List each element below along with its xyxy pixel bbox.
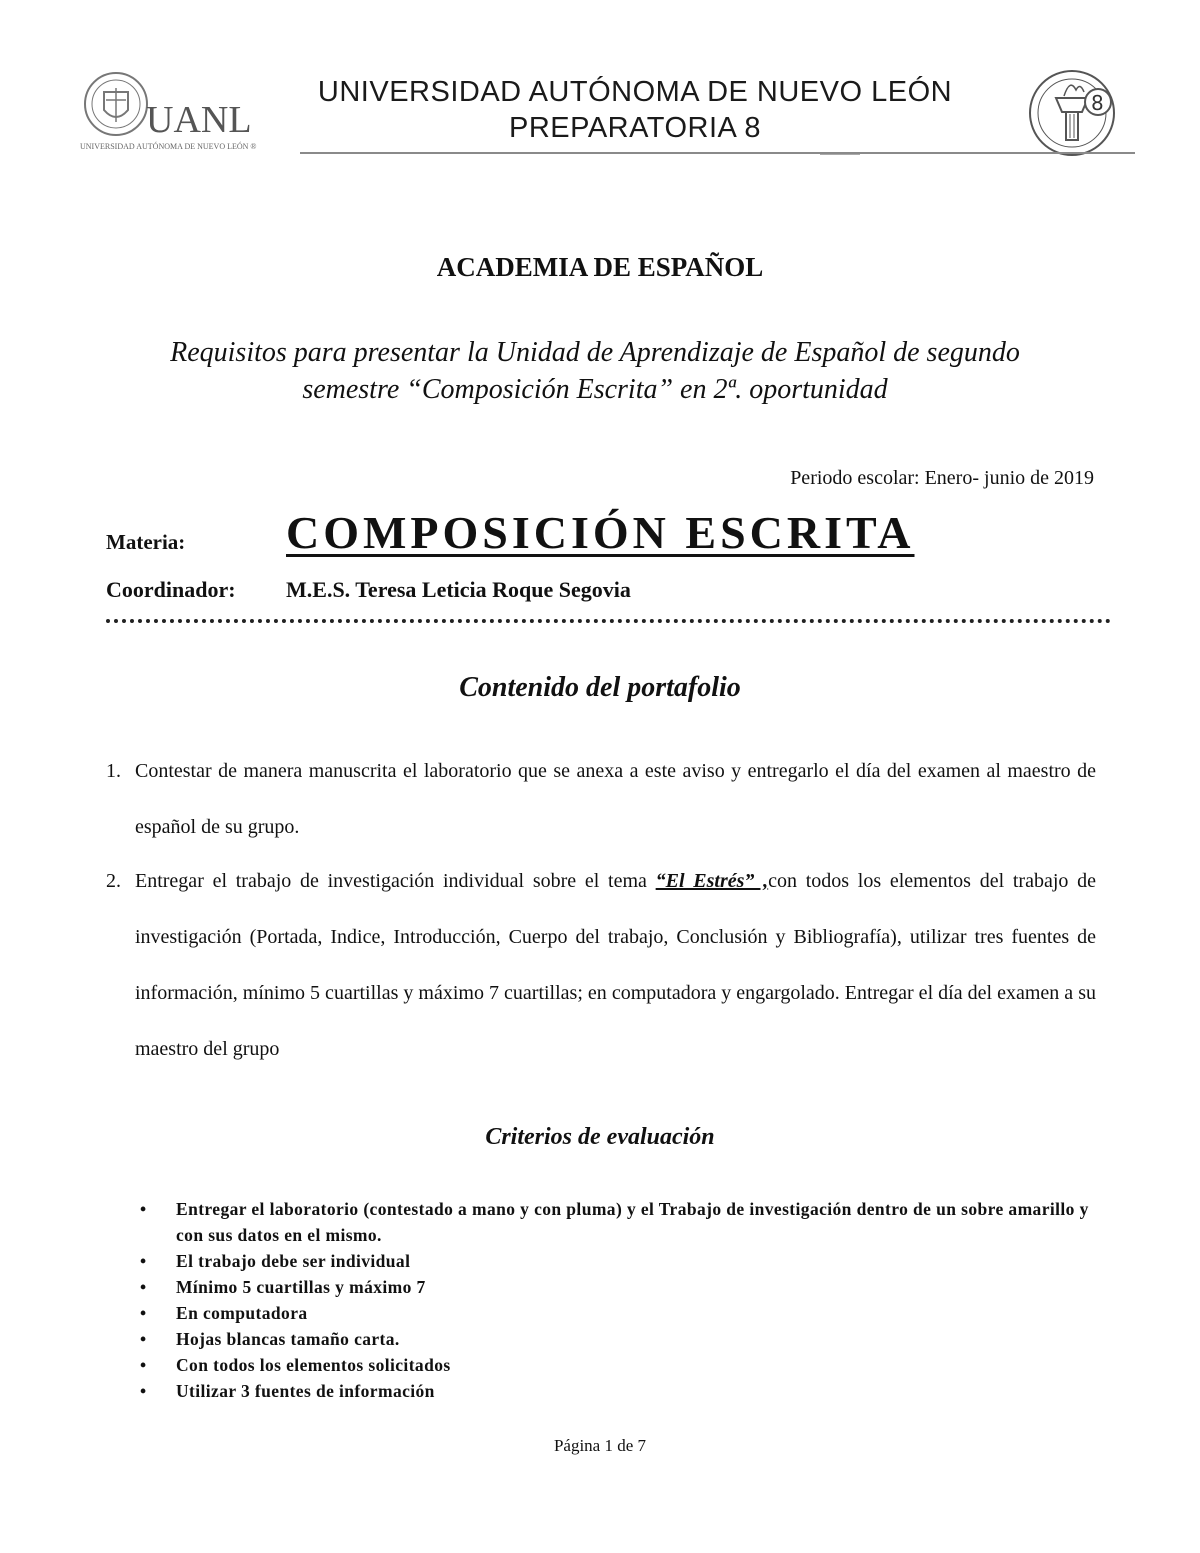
bullet-icon: •: [140, 1329, 147, 1349]
requisitos-subtitle: [90, 334, 1100, 408]
criterio-text: En computadora: [176, 1303, 308, 1323]
bullet-icon: •: [140, 1277, 147, 1297]
criterios-title: Criterios de evaluación: [485, 1124, 715, 1150]
criterio-item: [140, 1352, 1100, 1378]
prepa8-logo: [1026, 68, 1122, 158]
list-item: [106, 853, 1096, 1077]
academia-title: ACADEMIA DE ESPAÑOL: [436, 252, 764, 282]
criterio-item: [140, 1248, 1100, 1274]
list-item-number: 2.: [106, 870, 121, 892]
page-number: Página 1 de 7: [553, 1436, 647, 1455]
criterio-text: Con todos los elementos solicitados: [176, 1355, 451, 1375]
uanl-logo-caption: UNIVERSIDAD AUTÓNOMA DE NUEVO LEÓN ®: [80, 142, 257, 151]
contenido-title: Contenido del portafolio: [459, 672, 741, 703]
list-item-text: [135, 853, 1096, 1077]
list-item: [106, 743, 1096, 855]
topic-el-estres: “El Estrés” ,: [655, 870, 769, 892]
criterio-text: Hojas blancas tamaño carta.: [176, 1329, 400, 1349]
prepa8-logo-number: 8: [1091, 91, 1104, 115]
criterio-item: [140, 1300, 1100, 1326]
header-prepa: PREPARATORIA 8: [509, 112, 761, 144]
bullet-icon: •: [140, 1381, 147, 1401]
header-divider-accent: [820, 154, 860, 155]
criterio-item: [140, 1196, 1100, 1248]
coordinador-label: Coordinador:: [106, 577, 236, 602]
header-university: UNIVERSIDAD AUTÓNOMA DE NUEVO LEÓN: [317, 76, 953, 108]
bullet-icon: •: [140, 1355, 147, 1375]
requisitos-line-2: semestre “Composición Escrita” en 2ª. oportunidad: [302, 374, 888, 405]
uanl-logo-text: UANL: [146, 99, 252, 141]
list-item-text-after: con todos los elementos del trabajo de investigación (Portada, Indice, Introducción, Cuerpo del trabajo, Conclusión y Bibliografía), utilizar tres fuentes de información, mínimo 5 cuartillas y máximo 7 cuartillas; en computadora y engargolado. Entregar el día del examen a su maestro del grupo: [135, 870, 1096, 1060]
criterio-text: Entregar el laboratorio (contestado a mano y con pluma) y el Trabajo de investigación dentro de un sobre amarillo y con sus datos en el mismo.: [176, 1199, 1089, 1245]
materia-label: Materia:: [106, 530, 186, 554]
materia-value: COMPOSICIÓN ESCRITA: [286, 507, 915, 558]
requisitos-line-1: Requisitos para presentar la Unidad de Aprendizaje de Español de segundo: [170, 337, 1020, 368]
bullet-icon: •: [140, 1251, 147, 1271]
list-item-number: 1.: [106, 760, 121, 782]
criterio-text: El trabajo debe ser individual: [176, 1251, 411, 1271]
criterio-text: Utilizar 3 fuentes de información: [176, 1381, 435, 1401]
coordinador-value: M.E.S. Teresa Leticia Roque Segovia: [286, 577, 631, 602]
bullet-icon: •: [140, 1199, 147, 1219]
list-item-text: Contestar de manera manuscrita el laboratorio que se anexa a este aviso y entregarlo el día del examen al maestro de español de su grupo.: [135, 760, 1096, 838]
list-item-text-before: Entregar el trabajo de investigación individual sobre el tema: [135, 870, 656, 892]
periodo-escolar: Periodo escolar: Enero- junio de 2019: [790, 467, 1094, 489]
header-divider: [300, 152, 1135, 154]
criterios-list: [140, 1196, 1100, 1404]
dotted-divider: [106, 619, 1111, 628]
criterio-item: [140, 1378, 1100, 1404]
header-title: [0, 74, 1200, 146]
criterio-item: [140, 1326, 1100, 1352]
criterio-text: Mínimo 5 cuartillas y máximo 7: [176, 1277, 426, 1297]
bullet-icon: •: [140, 1303, 147, 1323]
criterio-item: [140, 1274, 1100, 1300]
